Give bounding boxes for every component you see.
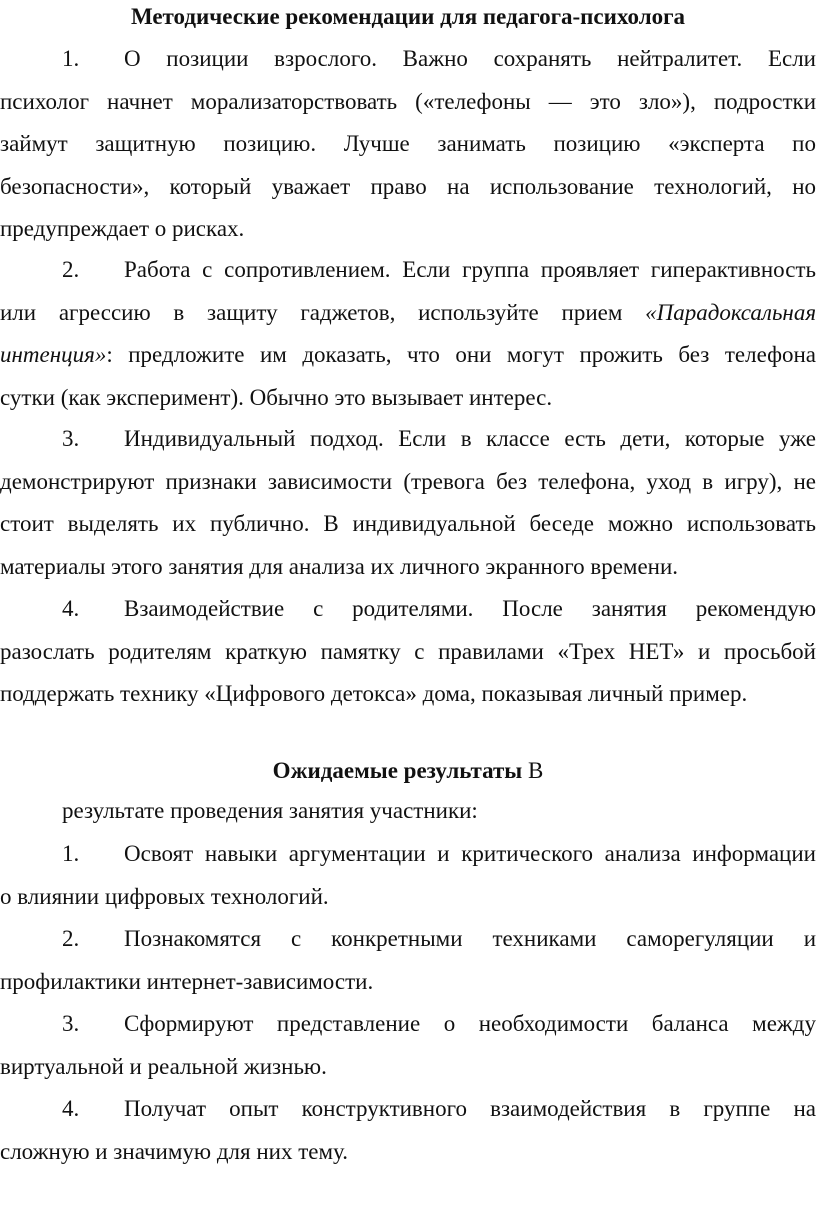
item-line: сутки (как эксперимент). Обычно это вызывает интерес.: [0, 384, 553, 410]
section-title-recommendations: [0, 2, 816, 32]
section-title-text: Ожидаемые результаты: [272, 758, 523, 783]
item-number: 2.: [62, 926, 80, 951]
item-number: 4.: [62, 1096, 80, 1121]
item-line: поддержать технику «Цифрового детокса» дома, показывая личный пример.: [0, 681, 748, 706]
item-text: Взаимодействие с родителями. После занятия рекомендую: [124, 596, 816, 621]
recommendation-item-4: [0, 588, 816, 716]
section-title-results: [0, 756, 816, 786]
result-item-2: [0, 918, 816, 1003]
result-item-1: [0, 833, 816, 918]
item-line: займут защитную позицию. Лучше занимать позицию «эксперта по: [0, 131, 816, 156]
recommendation-item-3: [0, 418, 816, 588]
item-line: о влиянии цифровых технологий.: [0, 883, 329, 909]
item-first-line: [0, 1088, 816, 1131]
section-title-tail: В: [522, 758, 544, 783]
item-number: 1.: [62, 841, 80, 866]
item-first-line: [0, 418, 816, 461]
item-text: Познакомятся с конкретными техниками саморегуляции и: [124, 926, 816, 951]
item-line: разослать родителям краткую памятку с правилами «Трех НЕТ» и просьбой: [0, 638, 816, 664]
recommendation-item-1: [0, 38, 816, 251]
item-first-line: [0, 38, 816, 81]
results-intro: результате проведения занятия участники:: [62, 798, 478, 823]
item-line: безопасности», который уважает право на использование технологий, но: [0, 173, 816, 199]
item-text: Сформируют представление о необходимости баланса между: [124, 1011, 816, 1036]
item-line: материалы этого занятия для анализа их личного экранного времени.: [0, 553, 679, 579]
item-first-line: [0, 1003, 816, 1046]
item-text: Освоят навыки аргументации и критического анализа информации: [124, 841, 816, 866]
item-number: 4.: [62, 596, 80, 621]
item-line: профилактики интернет-зависимости.: [0, 968, 374, 994]
technique-name: интенция»: [0, 342, 107, 367]
item-line: сложную и значимую для них тему.: [0, 1138, 348, 1164]
technique-name: «Парадоксальная: [645, 299, 816, 325]
item-text: О позиции взрослого. Важно сохранять нейтралитет. Если: [124, 46, 816, 71]
item-number: 1.: [62, 46, 80, 71]
item-first-line: [0, 588, 816, 631]
item-first-line: [0, 249, 816, 292]
item-line: демонстрируют признаки зависимости (тревога без телефона, уход в игру), не: [0, 468, 816, 494]
item-line: стоит выделять их публично. В индивидуальной беседе можно использовать: [0, 511, 816, 536]
item-number: 3.: [62, 426, 80, 451]
result-item-3: [0, 1003, 816, 1088]
item-number: 2.: [62, 257, 80, 282]
item-number: 3.: [62, 1011, 80, 1036]
item-first-line: [0, 918, 816, 961]
result-item-4: [0, 1088, 816, 1173]
item-first-line: [0, 833, 816, 876]
item-text: Индивидуальный подход. Если в классе есть дети, которые уже: [124, 426, 816, 451]
item-line: [0, 334, 816, 377]
item-text: или агрессию в защиту гаджетов, используйте прием: [0, 299, 623, 325]
section-title-text: Методические рекомендации для педагога-психолога: [130, 4, 686, 29]
item-text: : предложите им доказать, что они могут прожить без телефона: [106, 342, 816, 367]
item-text: Работа с сопротивлением. Если группа проявляет гиперактивность: [124, 257, 816, 282]
item-text: Получат опыт конструктивного взаимодействия в группе на: [124, 1096, 816, 1121]
item-line: виртуальной и реальной жизнью.: [0, 1053, 327, 1079]
item-line: психолог начнет морализаторствовать («телефоны — это зло»), подростки: [0, 88, 816, 114]
item-line: предупреждает о рисках.: [0, 216, 245, 241]
item-line: [0, 292, 816, 335]
recommendation-item-2: [0, 249, 816, 419]
